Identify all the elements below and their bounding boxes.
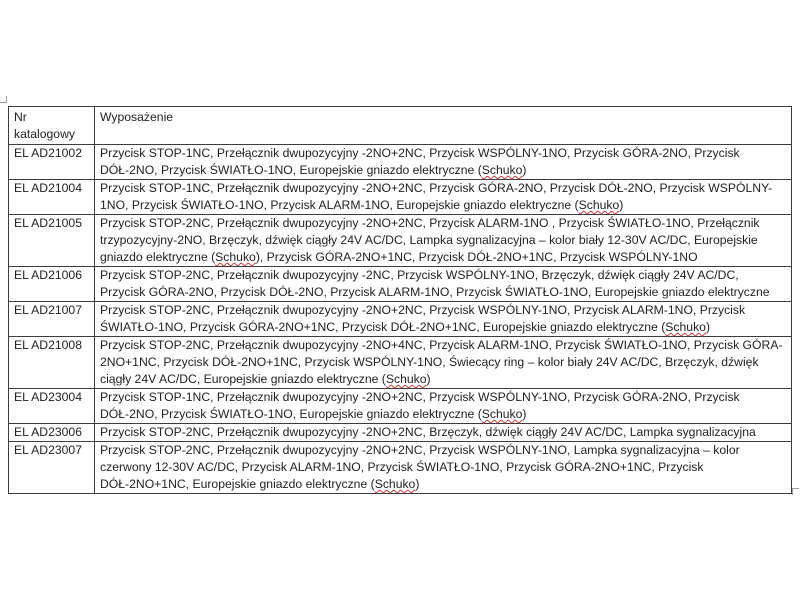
catalog-number-cell: EL AD21004	[9, 180, 95, 215]
table-row	[9, 389, 792, 424]
catalog-number-cell: EL AD23004	[9, 389, 95, 424]
equipment-text: Przycisk STOP-1NC, Przełącznik dwupozycyjny -2NO+2NC, Przycisk WSPÓLNY-1NO, Przycisk GÓRA-2NO, Przycisk DÓŁ-2NO, Przycisk ŚWIATŁO-1NO, Europejskie gniazdo elektryczne (	[100, 390, 740, 421]
equipment-text-tail: )	[522, 407, 527, 421]
spellcheck-flagged-word: Schuko	[481, 407, 523, 421]
catalog-number-cell: EL AD23007	[9, 442, 95, 494]
table-row	[9, 302, 792, 337]
equipment-cell	[95, 302, 792, 337]
equipment-text: Przycisk STOP-1NC, Przełącznik dwupozycyjny -2NO+2NC, Przycisk WSPÓLNY-1NO, Przycisk GÓRA-2NO, Przycisk DÓŁ-2NO, Przycisk ŚWIATŁO-1NO, Europejskie gniazdo elektryczne (	[100, 146, 740, 177]
table-row	[9, 215, 792, 267]
header-catalog-number	[9, 107, 95, 145]
equipment-text: Przycisk STOP-2NC, Przełącznik dwupozycyjny -2NO+2NC, Przycisk WSPÓLNY-1NO, Przycisk ALARM-1NO, Przycisk ŚWIATŁO-1NO, Przycisk GÓRA-2NO+1NC, Przycisk DÓŁ-2NO+1NC, Europejskie gniazdo elektryczne (	[100, 303, 746, 334]
spellcheck-flagged-word: Schuko	[665, 320, 706, 334]
equipment-text: Przycisk STOP-2NC, Przełącznik dwupozycyjny -2NO+2NC, Przycisk WSPÓLNY-1NO, Lampka sygnalizacyjna – kolor czerwony 12-30V AC/DC, Przycisk ALARM-1NO, Przycisk ŚWIATŁO-1NO, Przycisk GÓRA-2NO+1NC, Przycisk DÓŁ-2NO+1NC, Europejskie gniazdo elektryczne (	[100, 443, 740, 491]
table-row	[9, 267, 792, 302]
equipment-text-tail: )	[415, 477, 420, 491]
spellcheck-flagged-word: Schuko	[374, 477, 416, 491]
catalog-number-cell: EL AD21008	[9, 337, 95, 389]
catalog-number-cell: EL AD21007	[9, 302, 95, 337]
table-header-row	[9, 107, 792, 145]
table-row	[9, 424, 792, 442]
table-body	[9, 145, 792, 494]
spellcheck-flagged-word: Schuko	[578, 198, 620, 212]
catalog-number-cell: EL AD21006	[9, 267, 95, 302]
equipment-cell	[95, 215, 792, 267]
equipment-text-tail: )	[705, 320, 711, 334]
spellcheck-flagged-word: Schuko	[385, 372, 427, 386]
header-catalog-number-line2: katalogowy	[14, 127, 75, 141]
equipment-text: Przycisk STOP-2NC, Przełącznik dwupozycyjny -2NO+2NC, Brzęczyk, dźwięk ciągły 24V AC/DC, Lampka sygnalizacyjna	[100, 425, 756, 439]
equipment-text-tail: ), Przycisk GÓRA-2NO+1NC, Przycisk DÓŁ-2NO+1NC, Przycisk WSPÓLNY-1NO	[255, 250, 698, 264]
equipment-table	[8, 106, 792, 494]
spellcheck-flagged-word: Schuko	[481, 163, 523, 177]
table-row	[9, 180, 792, 215]
table-row	[9, 337, 792, 389]
catalog-number-cell: EL AD21005	[9, 215, 95, 267]
page-corner-mark-top-left	[0, 96, 7, 103]
equipment-cell	[95, 424, 792, 442]
equipment-cell	[95, 267, 792, 302]
equipment-text: Przycisk STOP-2NC, Przełącznik dwupozycyjny -2NO+2NC, Przycisk ALARM-1NO , Przycisk ŚWIATŁO-1NO, Przełącznik trzypozycyjny-2NO, Brzęczyk, dźwięk ciągły 24V AC/DC, Lampka sygnalizacyjna – kolor biały 12-30V AC/DC, Europejskie gniazdo elektryczne (	[100, 216, 760, 264]
catalog-number-cell: EL AD21002	[9, 145, 95, 180]
table-row	[9, 145, 792, 180]
equipment-text: Przycisk STOP-2NC, Przełącznik dwupozycyjny -2NO+4NC, Przycisk ALARM-1NO, Przycisk ŚWIATŁO-1NO, Przycisk GÓRA-2NO+1NC, Przycisk DÓŁ-2NO+1NC, Przycisk WSPÓLNY-1NO, Świecący ring – kolor biały 24V AC/DC, Brzęczyk, dźwięk ciągły 24V AC/DC, Europejskie gniazdo elektryczne (	[100, 338, 783, 386]
page-corner-mark-bottom-right	[792, 488, 799, 495]
equipment-text-tail: )	[522, 163, 527, 177]
equipment-text-tail: )	[426, 372, 431, 386]
table-row	[9, 442, 792, 494]
header-equipment: Wyposażenie	[95, 107, 792, 145]
equipment-cell	[95, 389, 792, 424]
equipment-text-tail: )	[619, 198, 624, 212]
equipment-cell	[95, 442, 792, 494]
equipment-text: Przycisk STOP-2NC, Przełącznik dwupozycyjny -2NC, Przycisk WSPÓLNY-1NO, Brzęczyk, dźwięk ciągły 24V AC/DC, Przycisk GÓRA-2NO, Przycisk DÓŁ-2NO, Przycisk ALARM-1NO, Przycisk ŚWIATŁO-1NO, Europejskie gniazdo elektryczne	[100, 268, 770, 299]
header-catalog-number-line1: Nr	[14, 110, 27, 124]
equipment-cell	[95, 145, 792, 180]
equipment-cell	[95, 180, 792, 215]
spellcheck-flagged-word: Schuko	[215, 250, 256, 264]
equipment-cell	[95, 337, 792, 389]
equipment-text: Przycisk STOP-1NC, Przełącznik dwupozycyjny -2NO+2NC, Przycisk GÓRA-2NO, Przycisk DÓŁ-2NO, Przycisk WSPÓLNY-1NO, Przycisk ŚWIATŁO-1NO, Przycisk ALARM-1NO, Europejskie gniazdo elektryczne (	[100, 181, 773, 212]
catalog-number-cell: EL AD23006	[9, 424, 95, 442]
